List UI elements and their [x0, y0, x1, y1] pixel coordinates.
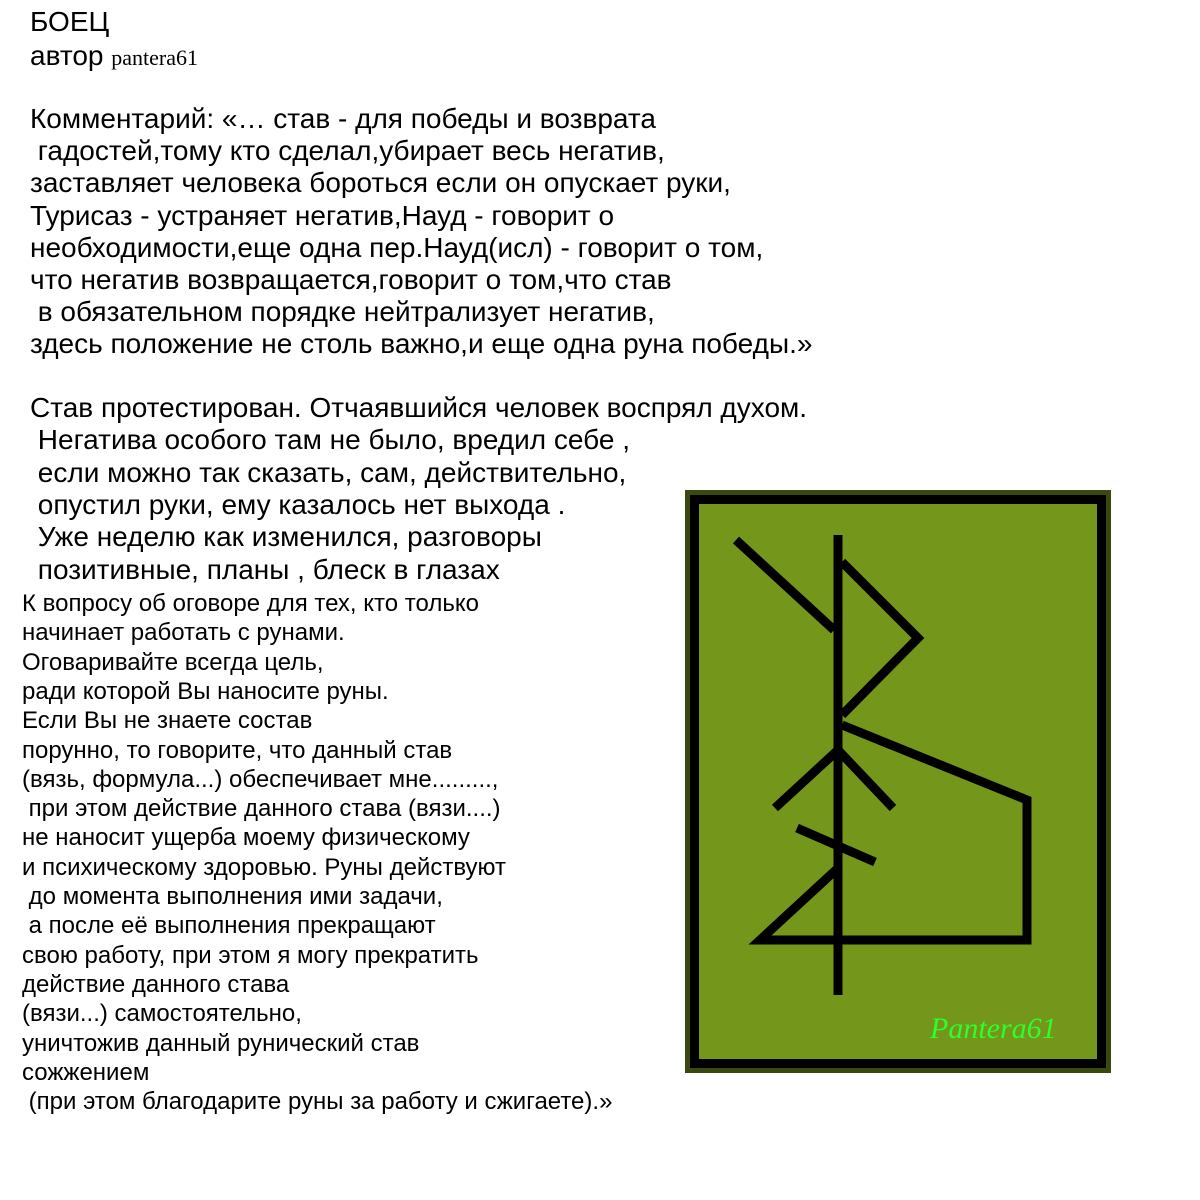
- advice-line: К вопросу об оговоре для тех, кто только: [22, 590, 479, 617]
- author-label: автор: [30, 40, 104, 71]
- advice-line: до момента выполнения ими задачи,: [22, 883, 443, 910]
- review-line: Негатива особого там не было, вредил себе ,: [30, 424, 631, 456]
- advice-line: не наносит ущерба моему физическому: [22, 824, 470, 852]
- comment-line: необходимости,еще одна пер.Науд(исл) - говорит о том,: [30, 231, 764, 263]
- author-name: pantera61: [111, 45, 199, 70]
- comment-line: гадостей,тому кто сделал,убирает весь негатив,: [30, 135, 665, 167]
- comment-line: в обязательном порядке нейтрализует негатив,: [30, 296, 655, 328]
- advice-line: сожжением: [22, 1058, 150, 1086]
- advice-line: действие данного става: [22, 970, 290, 998]
- author-line: [30, 42, 198, 70]
- advice-line: (вязь, формула...) обеспечивает мне.........,: [22, 765, 499, 793]
- image-background: [699, 504, 1097, 1059]
- review-line: Став протестирован. Отчаявшийся человек воспрял духом.: [30, 392, 808, 423]
- comment-line: заставляет человека бороться если он опускает руки,: [30, 167, 731, 199]
- comment-line: что негатив возвращается,говорит о том,что став: [30, 264, 672, 295]
- review-line: если можно так сказать, сам, действительно,: [30, 456, 627, 488]
- review-line: позитивные, планы , блеск в глазах: [30, 553, 500, 585]
- advice-line: Оговаривайте всегда цель,: [22, 648, 324, 676]
- advice-line: (вязи...) самостоятельно,: [22, 1000, 302, 1028]
- advice-line: а после её выполнения прекращают: [22, 912, 436, 940]
- title: БОЕЦ: [30, 6, 110, 37]
- watermark: Pantera61: [930, 1012, 1057, 1045]
- rune-image: [685, 490, 1111, 1073]
- comment-line: Турисаз - устраняет негатив,Науд - говорит о: [30, 199, 615, 231]
- advice-line: при этом действие данного става (вязи....): [22, 795, 501, 823]
- advice-line: начинает работать с рунами.: [22, 619, 345, 647]
- comment-line: здесь положение не столь важно,и еще одна руна победы.»: [30, 328, 813, 360]
- advice-line: (при этом благодарите руны за работу и сжигаете).»: [22, 1088, 613, 1116]
- review-line: Уже неделю как изменился, разговоры: [30, 521, 542, 553]
- comment-line: Комментарий: «… став - для победы и возврата: [30, 103, 656, 134]
- advice-line: уничтожив данный рунический став: [22, 1029, 420, 1057]
- advice-line: ради которой Вы наносите руны.: [22, 677, 389, 705]
- advice-line: свою работу, при этом я могу прекратить: [22, 941, 479, 969]
- advice-line: Если Вы не знаете состав: [22, 707, 313, 735]
- advice-line: порунно, то говорите, что данный став: [22, 736, 453, 764]
- review-line: опустил руки, ему казалось нет выхода .: [30, 488, 566, 520]
- advice-line: и психическому здоровью. Руны действуют: [22, 853, 507, 881]
